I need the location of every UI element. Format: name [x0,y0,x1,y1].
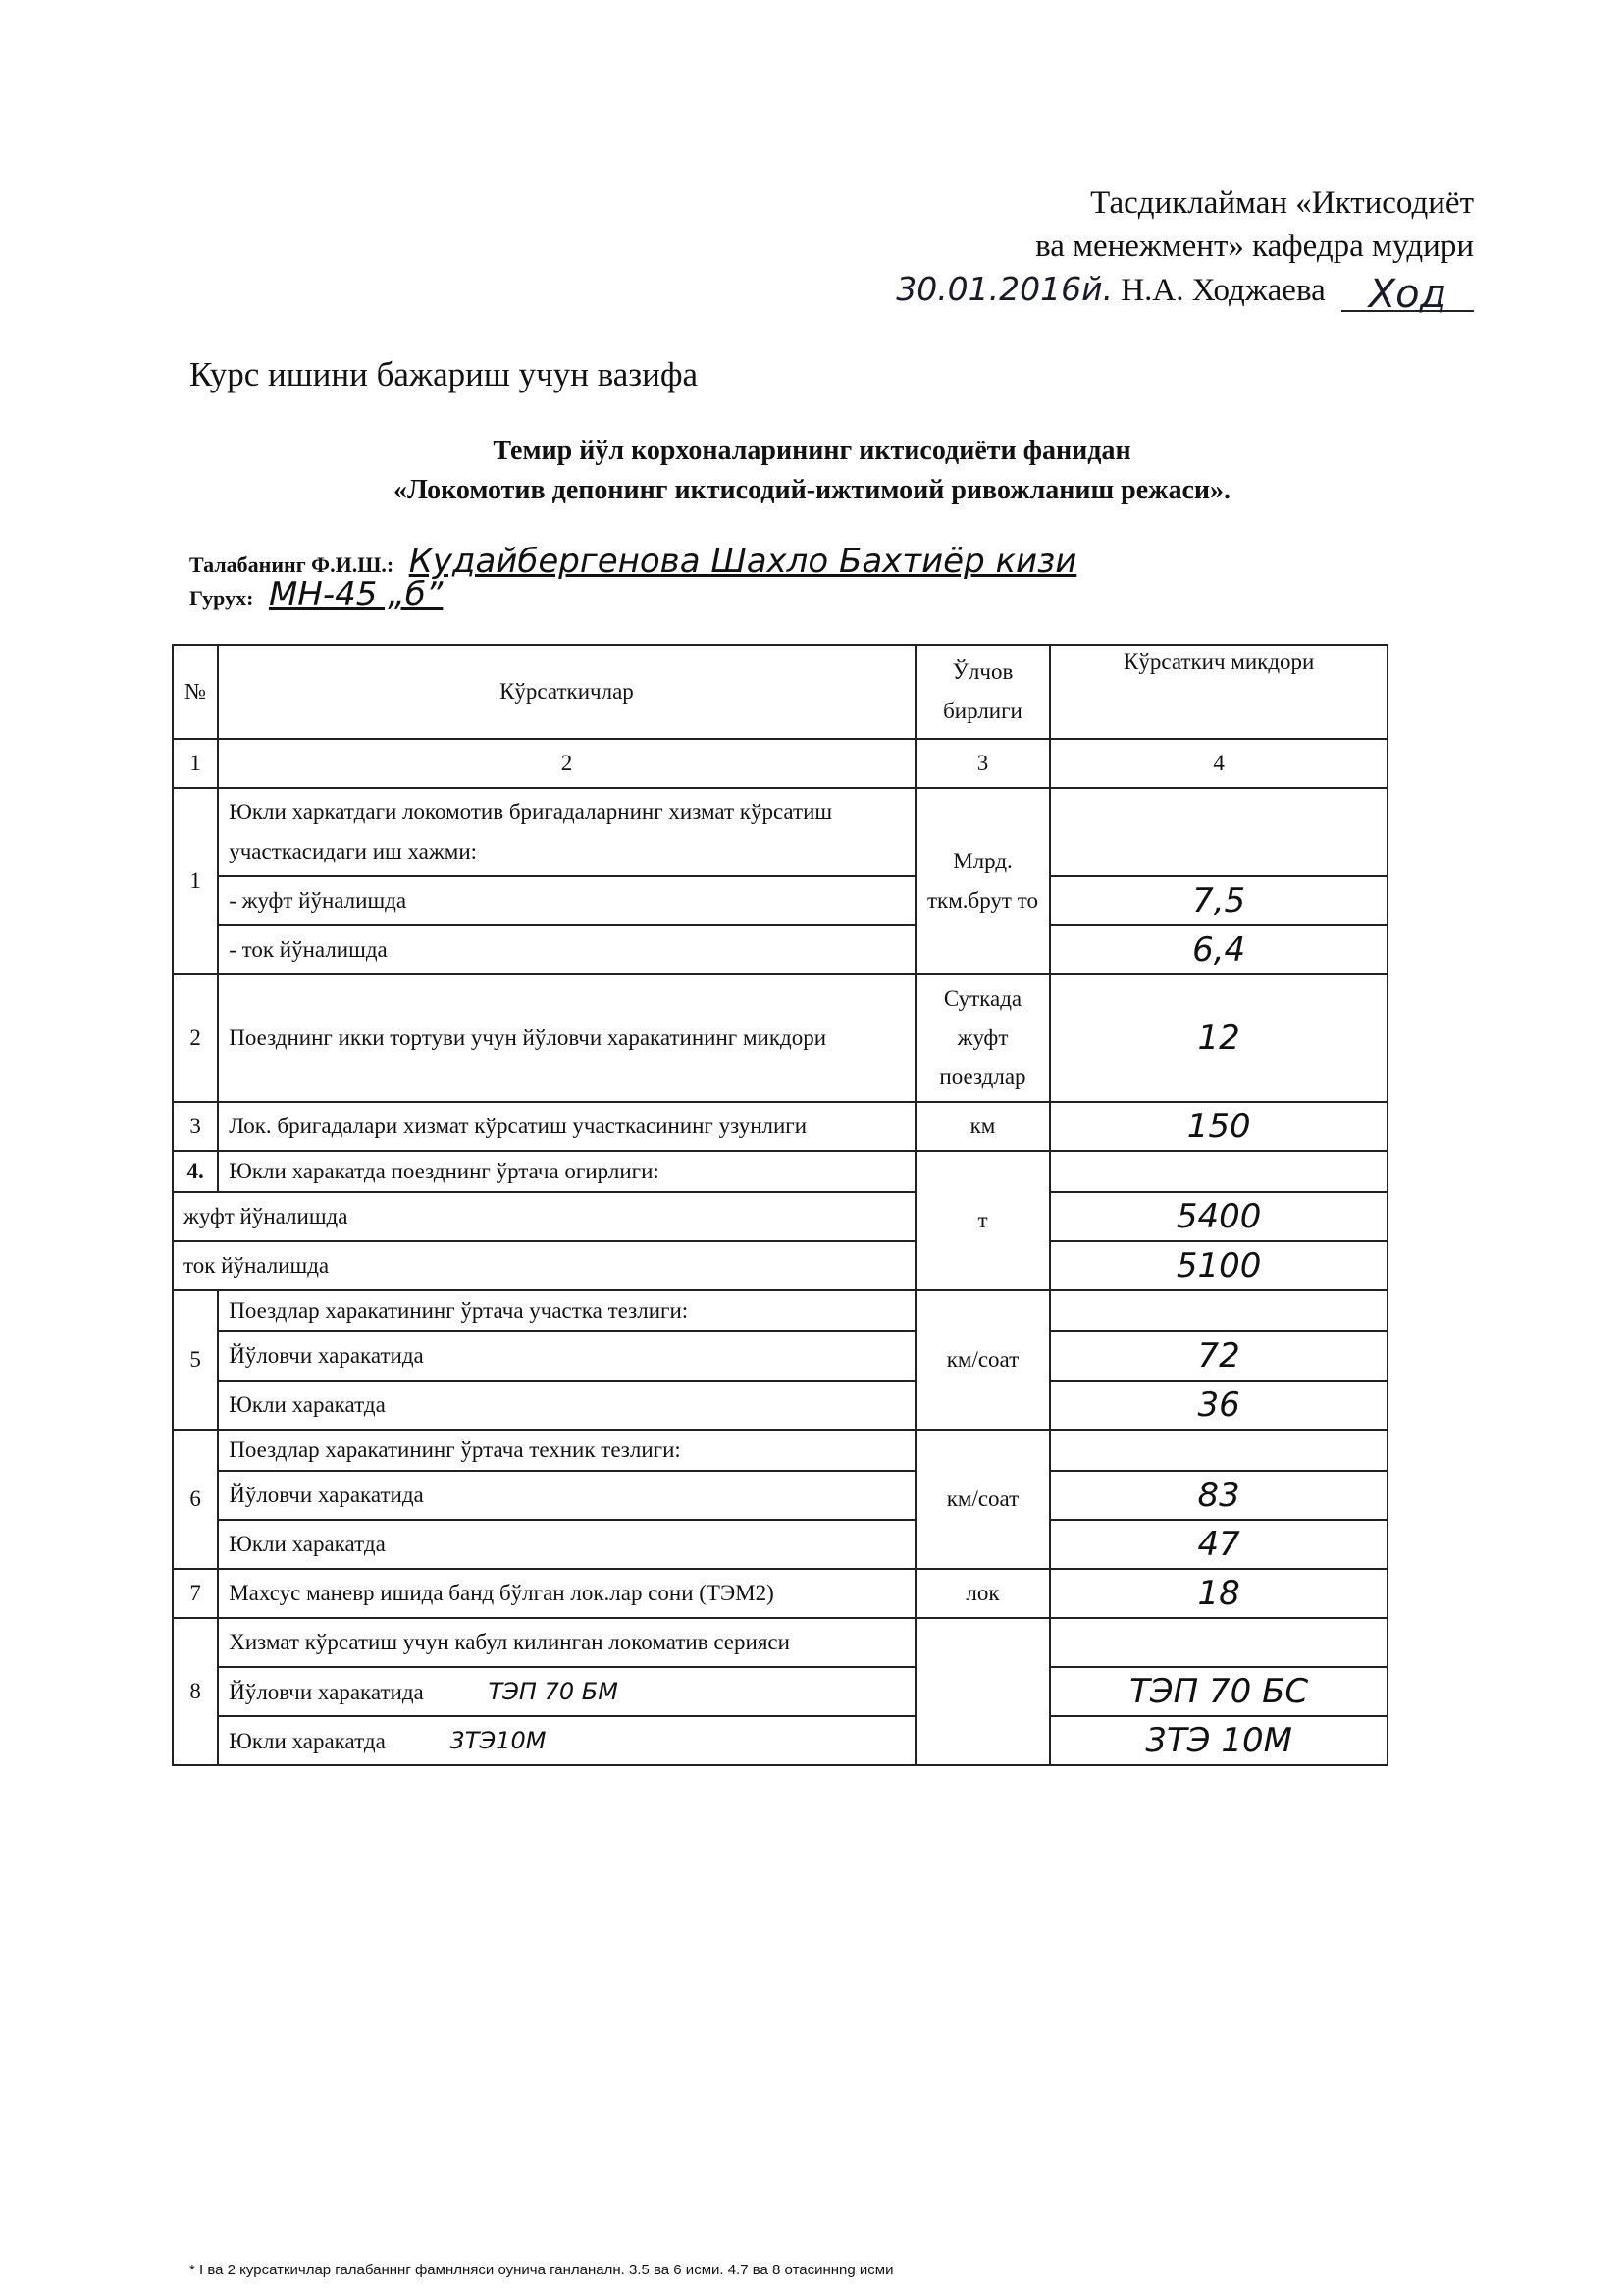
signature: Ход [1341,279,1474,312]
row-num: 6 [173,1430,218,1569]
subject-line2: «Локомотив депонинг иктисодий-ижтимоий ривожланиш режаси». [393,475,1231,505]
row-sub-cell [218,1716,915,1765]
row-value: 47 [1050,1520,1388,1569]
subject-block [0,432,1624,510]
table-row [173,1381,1388,1430]
row-value: 18 [1050,1569,1388,1618]
row-unit: км/соат [916,1430,1051,1569]
row-title: Махсус маневр ишида банд бўлган лок.лар сони (ТЭМ2) [218,1569,915,1618]
student-group-value: МН-45 „б” [268,575,444,614]
row-sub: Юкли харакатда [229,1729,386,1753]
row-title: Поездлар харакатининг ўртача участка тезлиги: [218,1290,915,1331]
row-num: 3 [173,1102,218,1151]
row-sub: Юкли харакатда [218,1381,915,1430]
row-title: Юкли харкатдаги локомотив бригадаларнинг хизмат кўрсатиш участкасидаги иш хажми: [218,788,915,876]
row-value-empty [1050,1151,1388,1192]
table-row [173,1192,1388,1241]
row-value: 5400 [1050,1192,1388,1241]
row-num: 1 [173,788,218,974]
footnote: * I ва 2 курсаткичлар галабанннг фамнлняси оунича ганланалн. 3.5 ва 6 исми. 4.7 ва 8 отасиннng исми [189,2262,894,2278]
row-num: 2 [173,974,218,1102]
row-sub-cell [218,1667,915,1716]
row-value-empty [1050,1430,1388,1471]
handwritten-note: ТЭП 70 БМ [488,1678,618,1705]
row-unit: км/соат [916,1290,1051,1430]
row-sub: Юкли харакатда [218,1520,915,1569]
row-unit: км [916,1102,1051,1151]
table-row [173,1618,1388,1667]
approval-date: 30.01.2016й. [896,270,1114,308]
row-sub: ток йўналишда [173,1241,916,1290]
header-num: № [173,645,218,739]
table-row [173,788,1388,876]
colnum: 2 [218,739,915,788]
row-value: 150 [1050,1102,1388,1151]
table-row [173,974,1388,1102]
row-num: 8 [173,1618,218,1765]
header-unit: Ўлчов бирлиги [916,645,1051,739]
table-row [173,1241,1388,1290]
approval-block [767,182,1474,317]
page-heading: Курс ишини бажариш учун вазифа [189,355,699,393]
approval-line3 [767,268,1474,317]
header-value: Кўрсаткич микдори [1050,645,1388,739]
table-row [173,1520,1388,1569]
task-table [172,644,1388,1766]
colnum: 4 [1050,739,1388,788]
table-row [173,1569,1388,1618]
student-name-value: Кудайбергенова Шахло Бахтиёр кизи [408,542,1077,581]
table-row [173,1471,1388,1520]
row-value: 5100 [1050,1241,1388,1290]
approval-line1: Тасдиклайман «Иктисодиёт [1090,185,1474,221]
table-row [173,1102,1388,1151]
row-sub: жуфт йўналишда [173,1192,916,1241]
table-colnum-row [173,739,1388,788]
row-num: 7 [173,1569,218,1618]
table-row [173,1151,1388,1192]
row-unit: Суткада жуфт поездлар [916,974,1051,1102]
student-info [189,542,1077,614]
table-row [173,925,1388,974]
row-value: 6,4 [1050,925,1388,974]
row-sub: - жуфт йўналишда [218,876,915,925]
table-row [173,1430,1388,1471]
row-value-empty [1050,1618,1388,1667]
table-row [173,1331,1388,1381]
table-header-row [173,645,1388,739]
approval-name: Н.А. Ходжаева [1121,273,1326,308]
student-group-label: Гурух: [189,586,254,610]
student-name-line [189,542,1077,581]
table-row [173,1667,1388,1716]
row-value: 7,5 [1050,876,1388,925]
row-unit: т [916,1151,1051,1290]
row-title: Поездлар харакатининг ўртача техник тезлиги: [218,1430,915,1471]
table-row [173,1716,1388,1765]
row-value: 72 [1050,1331,1388,1381]
row-num: 5 [173,1290,218,1430]
row-value: 12 [1050,974,1388,1102]
row-unit: лок [916,1569,1051,1618]
student-name-label: Талабанинг Ф.И.Ш.: [189,552,394,577]
row-value: ТЭП 70 БС [1050,1667,1388,1716]
row-sub: Йўловчи харакатида [218,1331,915,1381]
row-value: 83 [1050,1471,1388,1520]
table-row [173,876,1388,925]
row-unit-empty [916,1618,1051,1765]
row-value: 3ТЭ 10М [1050,1716,1388,1765]
header-indicator: Кўрсаткичлар [218,645,915,739]
table-row [173,1290,1388,1331]
row-title: Юкли харакатда поезднинг ўртача огирлиги: [218,1151,915,1192]
row-value: 36 [1050,1381,1388,1430]
row-title: Лок. бригадалари хизмат кўрсатиш участкасининг узунлиги [218,1102,915,1151]
row-num: 4. [173,1151,218,1192]
row-sub: - ток йўналишда [218,925,915,974]
colnum: 3 [916,739,1051,788]
row-value-empty [1050,788,1388,876]
row-sub: Йўловчи харакатида [218,1471,915,1520]
colnum: 1 [173,739,218,788]
row-unit: Млрд. ткм.брут то [916,788,1051,974]
row-sub: Йўловчи харакатида [229,1680,424,1704]
handwritten-note: 3ТЭ10М [449,1727,547,1754]
subject-line1: Темир йўл корхоналарининг иктисодиёти фанидан [493,436,1131,466]
approval-line2: ва менежмент» кафедра мудири [1035,229,1474,264]
row-title: Поезднинг икки тортуви учун йўловчи харакатининг микдори [218,974,915,1102]
row-title: Хизмат кўрсатиш учун кабул килинган локоматив серияси [218,1618,915,1667]
row-value-empty [1050,1290,1388,1331]
